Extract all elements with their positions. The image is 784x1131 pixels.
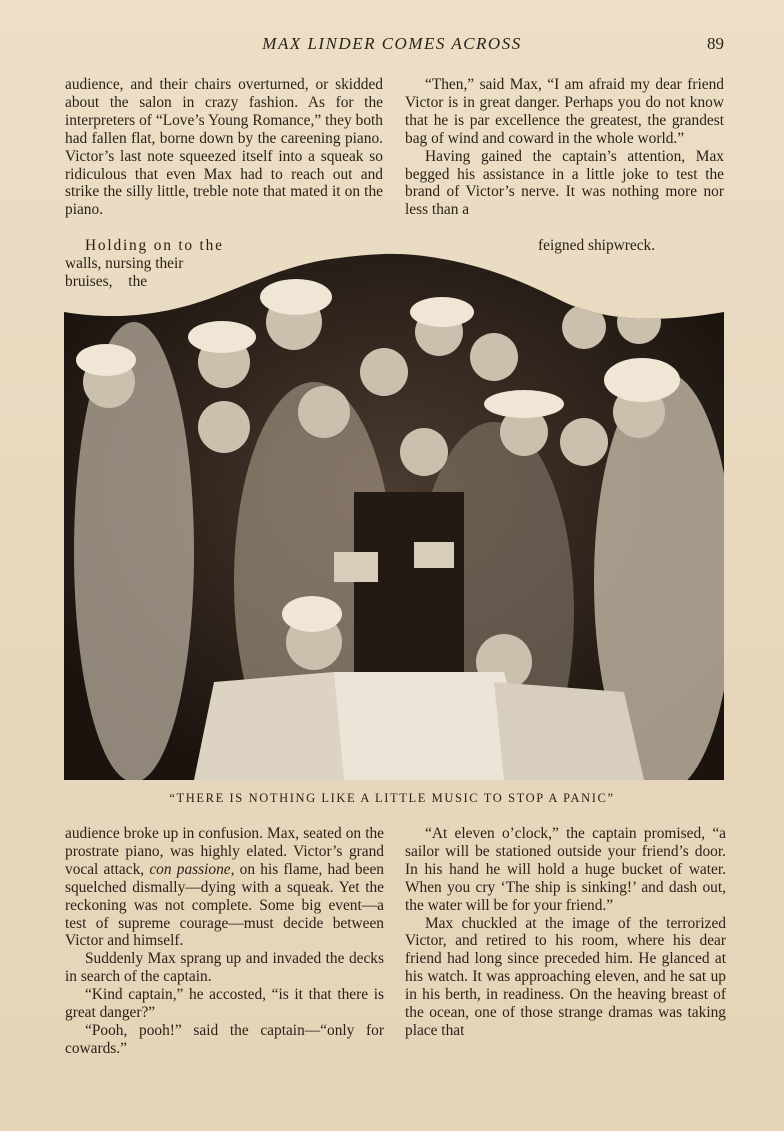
- paragraph: Suddenly Max sprang up and invaded the decks in search of the captain.: [65, 950, 384, 986]
- caption-text: “THERE IS NOTHING LIKE A LITTLE MUSIC TO STOP A PANIC”: [169, 791, 615, 805]
- paragraph: “Then,” said Max, “I am afraid my dear friend Victor is in great danger. Perhaps you do not know that he is par excellence the greatest, the grandest bag of wind and coward in the whole world.”: [405, 76, 724, 147]
- film-still-photo: [64, 252, 724, 780]
- running-head: [0, 34, 784, 58]
- text-line: bruises, the: [65, 272, 148, 290]
- paragraph: “Kind captain,” he accosted, “is it that there is great danger?”: [65, 986, 384, 1022]
- bottom-right-column: [405, 825, 726, 1040]
- paragraph: Max chuckled at the image of the terrorized Victor, and retired to his room, where his dear friend had long since preceded him. He glanced at his watch. It was approaching eleven, and he sat up in his berth, in readiness. On the heaving breast of the ocean, one of those strange dramas was taking place that: [405, 914, 726, 1039]
- italic-phrase: con passione,: [149, 860, 235, 878]
- paragraph: “At eleven o’clock,” the captain promised, “a sailor will be stationed outside your friend’s door. In his hand he will hold a huge bucket of water. When you cry ‘The ship is sinking!’ and dash out, the water will be for your friend.”: [405, 825, 726, 914]
- paragraph: audience, and their chairs overturned, or skidded about the salon in crazy fashion. As for the interpreters of “Love’s Young Romance,” they both had fallen flat, borne down by the careening piano. Victor’s last note squeezed itself into a squeak so ridiculous that even Max had to reach out and strike the silly little, treble note that mated it on the piano.: [65, 76, 383, 219]
- text-run: on his flame, had been squelched dismally—dying with a squeak. Yet the reckoning was not complete. Some big event—a test of supreme courage—must decide between Victor and himself.: [65, 860, 384, 950]
- text-line: feigned shipwreck.: [538, 237, 656, 254]
- paragraph: [65, 825, 384, 950]
- running-title: MAX LINDER COMES ACROSS: [262, 34, 522, 53]
- top-left-column: [65, 76, 383, 219]
- photo-caption: [0, 791, 784, 806]
- bottom-left-column: [65, 825, 384, 1058]
- text-line: walls, nursing their: [65, 254, 184, 272]
- text-run: audience broke up in confusion. Max, seated on the prostrate piano, was highly elated. Victor’s grand vocal attack,: [65, 825, 384, 878]
- top-right-column: [405, 76, 724, 219]
- paragraph: “Pooh, pooh!” said the captain—“only for cowards.”: [65, 1021, 384, 1057]
- text-line: Holding on to the: [85, 237, 224, 254]
- paragraph: Having gained the captain’s attention, Max begged his assistance in a little joke to test the brand of Victor’s nerve. It was nothing more nor less than a: [405, 147, 724, 219]
- page-number: 89: [707, 34, 724, 53]
